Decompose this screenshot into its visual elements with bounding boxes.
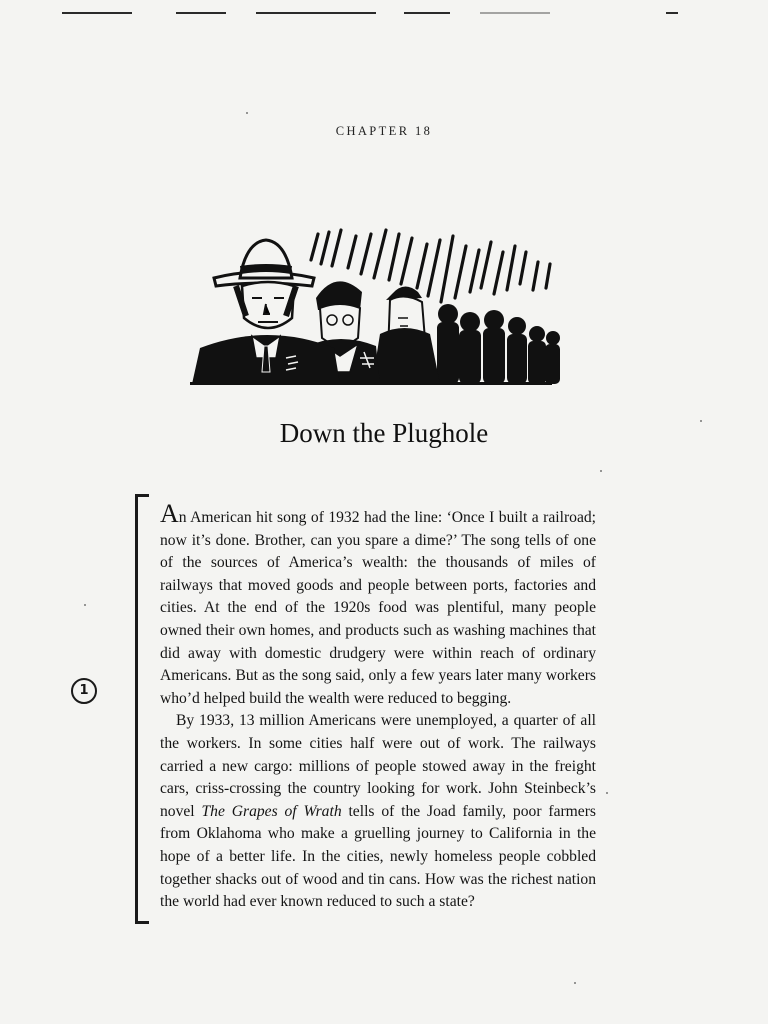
- scan-edge-mark: [256, 12, 376, 14]
- scan-edge-mark: [404, 12, 450, 14]
- body-text: [160, 499, 596, 914]
- paragraph-text: n American hit song of 1932 had the line: ‘Once I built a railroad; now it’s done. Brother, can you spare a dime?’ The song tells of one of the sources of America’s wealth: the thousands of miles of railways that moved goods and people between ports, factories and cities. At the end of the 1920s food was plentiful, many people owned their own homes, and products such as washing machines that did away with domestic drudgery were within reach of ordinary Americans. But as the song said, only a few years later many workers who’d helped build the wealth were reduced to begging.: [160, 509, 596, 707]
- paragraph-text: By 1933, 13 million Americans were unemployed, a quarter of all the workers. In some cities half were out of work. The railways carried a new cargo: millions of people stowed away in the freight cars, criss-crossing the country looking for work. John Steinbeck’s novel: [160, 712, 596, 820]
- paragraph-text: tells of the Joad family, poor farmers from Oklahoma who make a gruelling journey to California in the hope of a better life. In the cities, newly homeless people cobbled together shacks out of wood and tin cans. How was the richest nation the world had ever known reduced to such a state?: [160, 802, 596, 911]
- scan-speck: [700, 420, 702, 422]
- scan-edge-mark: [666, 12, 678, 14]
- scan-edge-mark: [176, 12, 226, 14]
- drop-cap: A: [160, 499, 179, 528]
- paragraph-1: [160, 499, 596, 710]
- scan-speck: [84, 604, 86, 606]
- margin-bracket: [130, 494, 150, 924]
- queue-silhouettes: [437, 304, 560, 384]
- depression-queue-illustration: [190, 222, 570, 392]
- front-figure-in-hat: [192, 240, 340, 384]
- scan-speck: [574, 982, 576, 984]
- chapter-label: CHAPTER 18: [335, 124, 433, 138]
- scan-edge-mark: [480, 12, 550, 14]
- margin-number-circle: 1: [71, 678, 97, 704]
- paragraph-2: [160, 710, 596, 913]
- scan-speck: [246, 112, 248, 114]
- scan-speck: [606, 792, 608, 794]
- third-figure-with-cap: [372, 286, 440, 384]
- book-title: The Grapes of Wrath: [201, 802, 342, 820]
- scan-edge-mark: [62, 12, 132, 14]
- chapter-title: Down the Plughole: [279, 418, 489, 448]
- scan-speck: [600, 470, 602, 472]
